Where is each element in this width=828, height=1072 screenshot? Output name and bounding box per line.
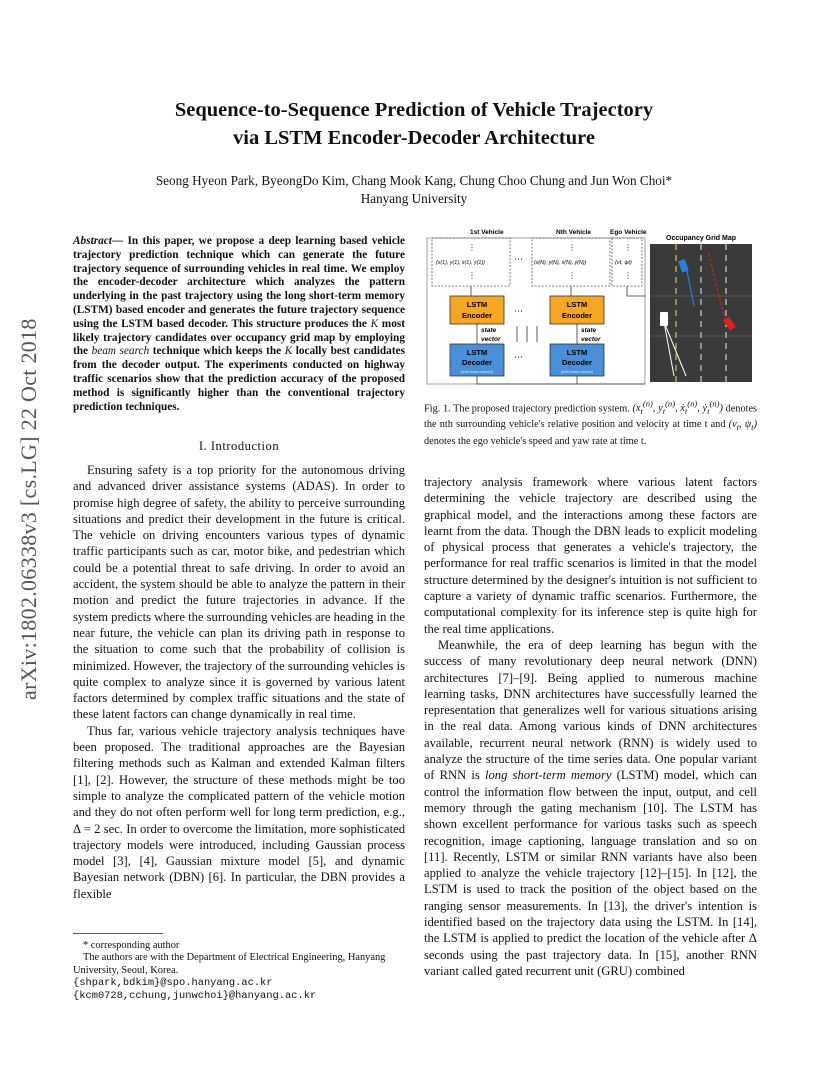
- state-label-1b: vector: [481, 336, 501, 343]
- left-column: [73, 462, 405, 902]
- state-label-na: state: [581, 327, 597, 334]
- decoder-n-label-b: Decoder: [561, 358, 593, 367]
- figure-1: [424, 226, 757, 392]
- footnote-email-2: {kcm0728,cchung,junwchoi}@hanyang.ac.kr: [73, 989, 317, 1002]
- abstract-text-4: locally best candidates from the decoder output. The experiments conducted on highway traffic scenarios show that the prediction accuracy of the proposed method is significantly higher than the conventional trajectory prediction techniques.: [73, 345, 406, 413]
- encoder-1-label-a: LSTM: [466, 300, 488, 309]
- vdots-egob: ⋮: [624, 271, 632, 280]
- output-line: [477, 376, 645, 384]
- abstract-text-2: most likely trajectory candidates over occupancy grid map by employing the: [73, 317, 406, 358]
- decoder-1-label-a: LSTM: [466, 348, 488, 357]
- caption-text-c: denotes the ego vehicle's speed and yaw rate at time t.: [424, 435, 647, 447]
- caption-math-1: ($x_t^{(n)}$, $y_t^{(n)}$, ẋ$_t^{(n)}$, ẏ$_t^{(n)}$): [632, 399, 723, 417]
- right-column: [424, 474, 757, 979]
- author-block: [60, 172, 768, 208]
- connector-ego: [627, 286, 646, 296]
- title-line-2: via LSTM Encoder-Decoder Architecture: [233, 127, 595, 149]
- vdots-1b: ⋮: [468, 271, 476, 280]
- ellipsis-top: ⋯: [514, 254, 523, 264]
- system-diagram: [424, 226, 757, 392]
- label-1st-vehicle: 1st Vehicle: [470, 229, 504, 236]
- paper-title: [0, 96, 828, 152]
- ellipsis-encoders: ⋯: [514, 306, 523, 316]
- encoder-n-label-a: LSTM: [566, 300, 588, 309]
- section-heading: I. Introduction: [198, 439, 280, 453]
- abstract-text-3: technique which keeps the: [149, 345, 285, 358]
- abstract-k-2: K: [284, 345, 293, 358]
- caption-text-b: denotes the nth surrounding vehicle's relative position and velocity at time t and: [424, 403, 758, 431]
- encoder-1-label-b: Encoder: [461, 311, 493, 320]
- input-text-ego: (vt, ψt): [615, 260, 632, 266]
- label-ego-vehicle: Ego Vehicle: [610, 229, 647, 236]
- right-paragraph-2-a: Meanwhile, the era of deep learning has begun with the success of many revolutionary deep neural network (DNN) architectures [7]–[9]. Being applied to numerous machine learning tasks, DNN architectures have successfully learned the representation that generalizes well for various situations arising in the real data. Among various kinds of DNN architectures available, recurrent neural network (RNN) is widely used to analyze the structure of the time series data. One popular variant of RNN is: [424, 637, 757, 783]
- abstract-text-1: — In this paper, we propose a deep learning based vehicle trajectory prediction technique which can generate the future trajectory sequence of surrounding vehicles in real time. We employ the encoder-decoder architecture which analyzes the pattern underlying in the past trajectory using the long short-term memory (LSTM) based encoder and generates the future trajectory sequence using the LSTM based decoder. This structure produces the: [73, 235, 405, 330]
- footnote-affiliation: The authors are with the Department of Electrical Engineering, Hanyang University, Seoul, Korea.: [73, 952, 386, 976]
- figure-caption: [424, 398, 757, 448]
- decoder-1-note: (with beam search): [460, 370, 494, 374]
- footnote-rule: [73, 933, 163, 934]
- label-nth-vehicle: Nth Vehicle: [556, 229, 592, 236]
- right-paragraph-2-em: long short-term memory: [484, 768, 612, 783]
- footnote: [73, 933, 405, 1002]
- input-text-nth: (x(N), y(N), ẋ(N), ẏ(N)): [534, 260, 587, 266]
- decoder-n-label-a: LSTM: [566, 348, 588, 357]
- state-label-1a: state: [481, 327, 497, 334]
- footnote-email-1: {shpark,bdkim}@spo.hanyang.ac.kr: [73, 977, 273, 990]
- decoder-n-note: (with beam search): [560, 370, 594, 374]
- vdots-n: ⋮: [568, 243, 576, 252]
- right-paragraph-1: trajectory analysis framework where various latent factors determining the vehicle trajectory are described using the graphical model, and the interactions among these factors are learnt from the data. Though the DBN leads to explicit modeling of physical process that generates a vehicle's trajectory, the performance for real traffic scenarios is limited in that the model structure determined by the designer's intuition is not sufficient to capture a variety of dynamic traffic scenarios. Furthermore, the computational complexity for its inference step is quite high for the real time applications.: [424, 475, 757, 636]
- right-paragraph-2-b: (LSTM) model, which can control the information flow between the input, output, and cell memory through the gating mechanism [10]. The LSTM has shown excellent performance for various tasks such as speech recognition, image captioning, language translation and so on [11]. Recently, LSTM or similar RNN variants have also been applied to analyze the vehicle trajectory [12]–[15]. In [12], the LSTM is used to track the position of the object based on the ranging sensor measurements. In [13], the driver's intention is identified based on the trajectory data using the LSTM. In [14], the LSTM is applied to predict the location of the vehicle after Δ seconds using the past trajectory data. In [15], another RNN variant called gated recurrent unit (GRU) combined: [424, 768, 757, 978]
- ellipsis-decoders: ⋯: [514, 352, 523, 362]
- vdots-nb: ⋮: [568, 271, 576, 280]
- input-text-1st: (x(1), y(1), ẋ(1), ẏ(1)): [436, 260, 485, 266]
- title-line-1: Sequence-to-Sequence Prediction of Vehicle Trajectory: [174, 99, 654, 121]
- affiliation: Hanyang University: [360, 191, 468, 206]
- ego-vehicle-icon: [660, 312, 668, 326]
- arxiv-stamp: arXiv:1802.06338v3 [cs.LG] 22 Oct 2018: [16, 318, 41, 700]
- decoder-1-label-b: Decoder: [461, 358, 493, 367]
- abstract-beam-search: beam search: [91, 345, 150, 358]
- state-label-nb: vector: [581, 336, 601, 343]
- label-occupancy-grid-map: Occupancy Grid Map: [666, 235, 737, 242]
- vdots-1: ⋮: [468, 243, 476, 252]
- right-paragraph-2: [424, 637, 757, 979]
- left-paragraph-1: Ensuring safety is a top priority for the autonomous driving and advanced driver assistance systems (ADAS). In order to promise high degree of safety, the ability to perceive surrounding situations and predict their development in the future is critical. The vehicle on driving encounters various types of dynamic traffic participants such as car, motor bike, and pedestrian which could be a potential threat to safe driving. In order to avoid an accident, the system should be able to analyze the pattern in their motion and predict the future trajectories in advance. If the system predicts where the surrounding vehicles are heading in the near future, the vehicle can plan its driving path in response to the situation to come such that the probability of collision is minimized. However, the trajectory of the surrounding vehicles is quite complex to analyze since it is governed by various latent factors determined by complex traffic situations and the state of these latent factors can change dynamically in real time.: [73, 463, 405, 722]
- left-paragraph-2: Thus far, various vehicle trajectory analysis techniques have been proposed. The traditional approaches are the Bayesian filtering methods such as Kalman and extended Kalman filters [1], [2]. However, the structure of these methods might be too simple to analyze the complicated pattern of the vehicle motion and they do not often perform well for long term prediction, e.g., Δ = 2 sec. In order to overcome the limitation, more sophisticated trajectory models were introduced, including Gaussian process model [3], [4], Gaussian mixture model [5], and dynamic Bayesian network (DBN) [6]. In particular, the DBN provides a flexible: [73, 723, 405, 901]
- footnote-corresponding: * corresponding author: [83, 940, 180, 951]
- author-list: Seong Hyeon Park, ByeongDo Kim, Chang Mook Kang, Chung Choo Chung and Jun Won Choi*: [155, 173, 673, 188]
- abstract-label: Abstract: [73, 235, 112, 247]
- vdots-ego: ⋮: [624, 243, 632, 252]
- encoder-n-label-b: Encoder: [561, 311, 593, 320]
- caption-text-a: Fig. 1. The proposed trajectory prediction system.: [424, 403, 633, 415]
- abstract-k-1: K: [370, 317, 379, 330]
- caption-math-2: ($v_t$, $\psi_t$): [728, 419, 757, 433]
- abstract: [73, 235, 405, 414]
